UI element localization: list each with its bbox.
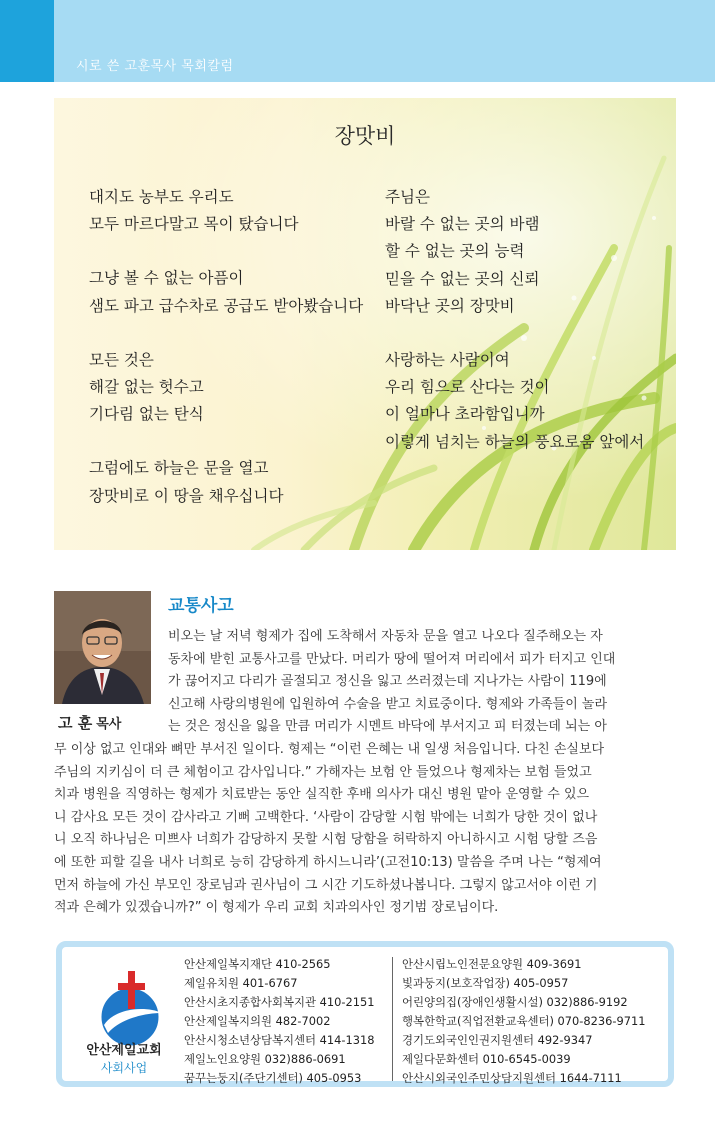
poem-left-column bbox=[89, 184, 363, 537]
poem-stanza bbox=[89, 184, 363, 238]
poem-line: 해갈 없는 헛수고 bbox=[89, 377, 204, 396]
body-line: 주님의 지키심이 더 큰 체험이고 감사입니다.” 가해자는 보험 안 들었으나 형제차는 보험 들었고 bbox=[54, 764, 592, 780]
service-item: 제일다문화센터 010-6545-0039 bbox=[402, 1052, 571, 1066]
poem-line: 바닥난 곳의 장맛비 bbox=[385, 296, 515, 315]
body-line: 비오는 날 저녁 형제가 집에 도착해서 자동차 문을 열고 나오다 질주해오는 자 bbox=[168, 629, 603, 644]
body-line: 니 감사요 모든 것이 감사라고 기뻐 고백한다. ‘사람이 감당할 시험 밖에는 너희가 당한 것이 없나 bbox=[54, 809, 598, 825]
poem-line: 기다림 없는 탄식 bbox=[89, 405, 204, 424]
body-line: 무 이상 없고 인대와 뼈만 부서진 일이다. 형제는 “이런 은혜는 내 일생 처음입니다. 다친 손실보다 bbox=[54, 742, 605, 757]
author-portrait-illustration bbox=[54, 591, 151, 704]
social-services-box bbox=[56, 941, 674, 1087]
body-line: 신고해 사랑의병원에 입원하여 수술을 받고 치료중이다. 형제와 가족들이 놀라 bbox=[168, 696, 608, 712]
poem-stanza bbox=[89, 455, 363, 509]
body-line: 는 것은 정신을 잃을 만큼 머리가 시멘트 바닥에 부서지고 피 터졌는데 뇌는 아 bbox=[168, 719, 607, 735]
column-title: 교통사고 bbox=[168, 596, 234, 616]
header-accent-block bbox=[0, 0, 54, 82]
church-name: 안산제일교회 bbox=[86, 1043, 162, 1058]
poem-stanza bbox=[89, 347, 363, 429]
service-item: 안산시초지종합사회복지관 410-2151 bbox=[184, 995, 375, 1009]
service-item: 제일유치원 401-6767 bbox=[184, 976, 298, 990]
services-list-left bbox=[184, 955, 375, 1088]
poem-line: 사랑하는 사람이여 bbox=[385, 350, 510, 369]
poem-line: 우리 힘으로 산다는 것이 bbox=[385, 378, 550, 397]
poem-panel bbox=[54, 98, 676, 550]
list-divider bbox=[392, 957, 393, 1081]
service-item: 제일노인요양원 032)886-0691 bbox=[184, 1052, 346, 1066]
body-line: 먼저 하늘에 가신 부모인 장로님과 권사님이 그 시간 기도하셨나봅니다. 그렇지 않고서야 이런 기 bbox=[54, 877, 598, 893]
service-item: 안산제일복지의원 482-7002 bbox=[184, 1014, 331, 1028]
author-role: 목사 bbox=[96, 717, 122, 732]
poem-line: 주님은 bbox=[385, 188, 430, 206]
poem-line: 이렇게 넘치는 하늘의 풍요로움 앞에서 bbox=[385, 432, 645, 451]
body-line: 동차에 받힌 교통사고를 만났다. 머리가 땅에 떨어져 머리에서 피가 터지고 인대 bbox=[168, 651, 616, 667]
service-item: 경기도외국인인권지원센터 492-9347 bbox=[402, 1033, 593, 1047]
body-line: 가 끊어지고 다리가 골절되고 정신을 잃고 쓰러졌는데 지나가는 사람이 119에 bbox=[168, 674, 607, 690]
poem-line: 장맛비로 이 땅을 채우십니다 bbox=[89, 486, 284, 505]
section-title: 시로 쓴 고훈목사 목회칼럼 bbox=[76, 59, 234, 74]
poem-line: 믿을 수 없는 곳의 신뢰 bbox=[385, 269, 540, 288]
column-body-full-width bbox=[54, 739, 604, 920]
poem-line: 모든 것은 bbox=[89, 350, 154, 369]
service-item: 어린양의집(장애인생활시설) 032)886-9192 bbox=[402, 995, 628, 1009]
poem-title: 장맛비 bbox=[334, 124, 396, 148]
author-photo bbox=[54, 591, 151, 704]
poem-stanza bbox=[385, 347, 644, 456]
poem-stanza bbox=[89, 265, 363, 319]
poem-line: 그냥 볼 수 없는 아픔이 bbox=[89, 269, 244, 288]
service-item: 안산시외국인주민상담지원센터 1644-7111 bbox=[402, 1071, 622, 1085]
service-item: 안산제일복지재단 410-2565 bbox=[184, 957, 331, 971]
poem-line: 이 얼마나 초라함입니까 bbox=[385, 405, 545, 424]
church-sub-label: 사회사업 bbox=[100, 1061, 148, 1075]
service-item: 안산시청소년상담복지센터 414-1318 bbox=[184, 1033, 375, 1047]
service-item: 꿈꾸는둥지(주단기센터) 405-0953 bbox=[184, 1071, 362, 1085]
column-body-beside-photo bbox=[168, 626, 615, 739]
body-line: 치과 병원을 직영하는 형제가 치료받는 동안 실직한 후배 의사가 대신 병원 맡아 운영할 수 있으 bbox=[54, 787, 590, 803]
service-item: 빛과둥지(보호작업장) 405-0957 bbox=[402, 976, 569, 990]
poem-line: 바랄 수 없는 곳의 바램 bbox=[385, 215, 540, 234]
services-list-right bbox=[402, 955, 646, 1088]
service-item: 안산시립노인전문요양원 409-3691 bbox=[402, 957, 582, 971]
poem-line: 샘도 파고 급수차로 공급도 받아봤습니다 bbox=[89, 296, 364, 315]
poem-line: 대지도 농부도 우리도 bbox=[89, 188, 234, 206]
body-line: 에 또한 피할 길을 내사 너희로 능히 감당하게 하시느니라’(고전10:13) 말씀을 주며 나는 “형제여 bbox=[54, 854, 602, 870]
poem-line: 그럼에도 하늘은 문을 열고 bbox=[89, 459, 269, 478]
poem-line: 할 수 없는 곳의 능력 bbox=[385, 242, 525, 261]
author-caption bbox=[58, 712, 121, 733]
body-line: 적과 은혜가 있겠습니까?” 이 형제가 우리 교회 치과의사인 정기범 장로님이다. bbox=[54, 900, 499, 916]
author-name: 고 훈 bbox=[58, 714, 93, 732]
poem-right-column bbox=[385, 184, 644, 483]
body-line: 니 오직 하나님은 미쁘사 너희가 감당하지 못할 시험 당함을 허락하지 아니하시고 시험 당할 즈음 bbox=[54, 832, 598, 848]
poem-line: 모두 마르다말고 목이 탔습니다 bbox=[89, 215, 299, 234]
service-item: 행복한학교(직업전환교육센터) 070-8236-9711 bbox=[402, 1014, 646, 1028]
header-bar bbox=[0, 0, 715, 82]
poem-stanza bbox=[385, 184, 644, 320]
